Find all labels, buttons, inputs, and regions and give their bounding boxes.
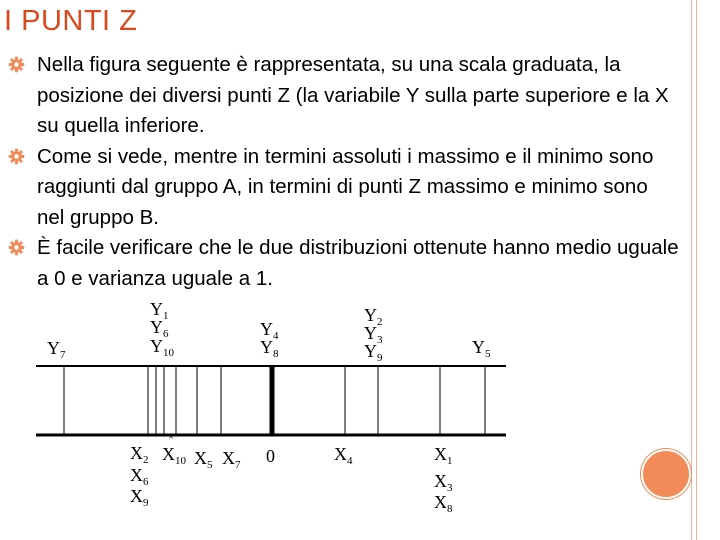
label-y1: $Y_1$ (150, 300, 169, 322)
bullet-text: È facile verificare che le due distribuzioni ottenute hanno medio uguale a 0 e varianza uguale a 1. (37, 236, 679, 290)
label-subscript: 4 (273, 330, 279, 342)
label-y2: $Y_2$ (364, 305, 383, 328)
bullet-text: Nella figura seguente è rappresentata, su una scala graduata, la posizione dei diversi punti Z (la variabile Y sulla parte superiore e la X su quella inferiore. (37, 53, 669, 137)
label-x6: $X_6$ (130, 465, 149, 488)
label-x9: $X_9$ (130, 486, 149, 509)
bullet-text: Come si vede, mentre in termini assoluti i massimo e il minimo sono raggiunti dal gruppo A, in termini di punti Z massimo e minimo sono nel gruppo B. (37, 144, 654, 229)
label-y3: $Y_3$ (364, 323, 383, 346)
label-x8: $X_8$ (434, 492, 453, 515)
label-subscript: 8 (447, 503, 453, 515)
label-subscript: 1 (163, 310, 169, 322)
label-subscript: 4 (347, 455, 353, 467)
label-subscript: 6 (143, 476, 149, 488)
slide-title: I PUNTI Z (4, 5, 138, 37)
label-subscript: 2 (377, 316, 383, 328)
label-subscript: 7 (235, 459, 241, 471)
x-marker: × (168, 431, 175, 443)
label-y8: $Y_8$ (260, 337, 279, 360)
label-subscript: 2 (143, 454, 149, 466)
gear-icon (8, 148, 25, 165)
label-subscript: 9 (143, 497, 149, 509)
label-y5: $Y_5$ (472, 337, 491, 360)
label-subscript: 10 (163, 347, 174, 359)
label-y7: $Y_7$ (47, 338, 66, 361)
label-y9: $Y_9$ (364, 341, 383, 364)
label-subscript: 3 (447, 482, 453, 494)
label-subscript: 10 (175, 455, 186, 467)
label-x2: $X_2$ (130, 443, 149, 466)
bullet-item (8, 233, 680, 294)
label-subscript: 1 (447, 455, 453, 467)
label-subscript: 5 (207, 459, 213, 471)
label-x3: $X_3$ (434, 471, 453, 494)
label-x10: $X_{10}$ (162, 444, 186, 467)
z-scale-diagram (0, 300, 520, 540)
bullet-list (8, 50, 680, 294)
label-x4: $X_4$ (334, 444, 353, 467)
label-subscript: 7 (60, 349, 66, 361)
bullet-item (8, 50, 680, 142)
label-zero: 0 (266, 446, 275, 466)
label-subscript: 3 (377, 334, 383, 346)
gear-icon (8, 239, 25, 256)
label-x7: $X_7$ (222, 448, 241, 471)
bullet-item (8, 142, 680, 234)
label-y4: $Y_4$ (260, 319, 279, 342)
label-subscript: 5 (485, 348, 491, 360)
label-subscript: 8 (273, 348, 279, 360)
label-subscript: 6 (163, 328, 169, 340)
label-x5: $X_5$ (194, 448, 213, 471)
z-scale-svg (0, 300, 520, 540)
label-x1: $X_1$ (434, 444, 453, 467)
label-subscript: 9 (377, 352, 383, 364)
label-y6: $Y_6$ (150, 317, 169, 340)
decorative-orange-circle (641, 449, 691, 499)
gear-icon (8, 56, 25, 73)
slide-border-decoration (691, 0, 697, 540)
label-y10: $Y_{10}$ (150, 336, 174, 359)
